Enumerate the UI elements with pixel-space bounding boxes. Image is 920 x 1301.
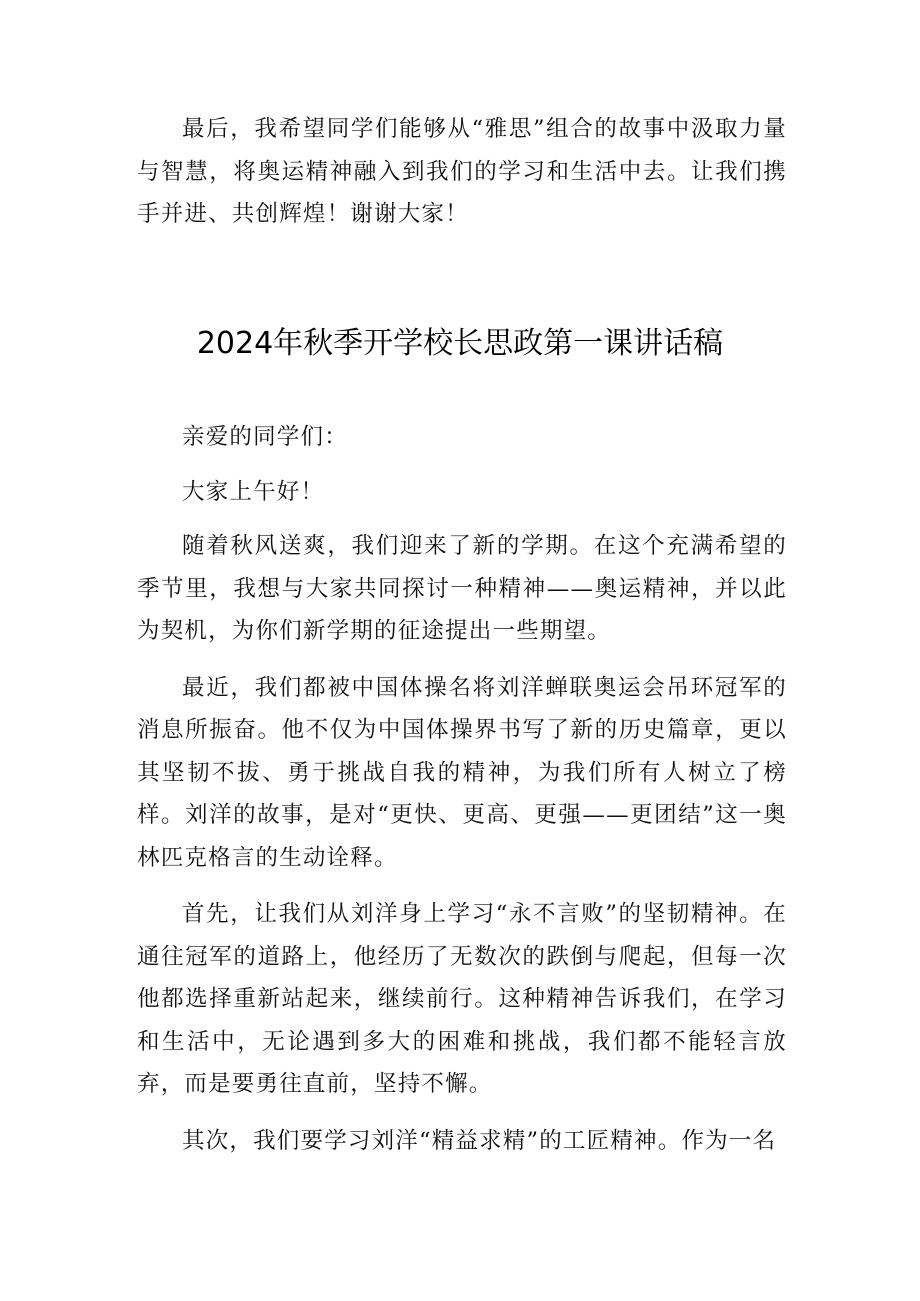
greeting: 大家上午好！ bbox=[182, 478, 325, 505]
paragraph: 随着秋风送爽，我们迎来了新的学期。在这个充满希望的季节里，我想与大家共同探讨一种精神——奥运精神，并以此为契机，为你们新学期的征途提出一些期望。 bbox=[137, 533, 787, 644]
paragraph: 最近，我们都被中国体操名将刘洋蝉联奥运会吊环冠军的消息所振奋。他不仅为中国体操界书写了新的历史篇章，更以其坚韧不拔、勇于挑战自我的精神，为我们所有人树立了榜样。刘洋的故事，是对“更快、更高、更强——更团结”这一奥林匹克格言的生动诠释。 bbox=[137, 674, 787, 871]
salutation: 亲爱的同学们： bbox=[182, 424, 348, 450]
document-title: 2024年秋季开学校长思政第一课讲话稿 bbox=[196, 326, 724, 361]
closing-paragraph: 最后，我希望同学们能够从“雅思”组合的故事中汲取力量与智慧，将奥运精神融入到我们的学习和生活中去。让我们携手并进、共创辉煌！谢谢大家！ bbox=[137, 116, 787, 227]
paragraph: 首先，让我们从刘洋身上学习“永不言败”的坚韧精神。在通往冠军的道路上，他经历了无数次的跌倒与爬起，但每一次他都选择重新站起来，继续前行。这种精神告诉我们，在学习和生活中，无论遇到多大的困难和挑战，我们都不能轻言放弃，而是要勇往直前，坚持不懈。 bbox=[137, 901, 787, 1097]
previous-speech-ending bbox=[137, 108, 787, 236]
speech-body bbox=[137, 416, 787, 1162]
paragraph: 其次，我们要学习刘洋“精益求精”的工匠精神。作为一名 bbox=[182, 1127, 777, 1154]
